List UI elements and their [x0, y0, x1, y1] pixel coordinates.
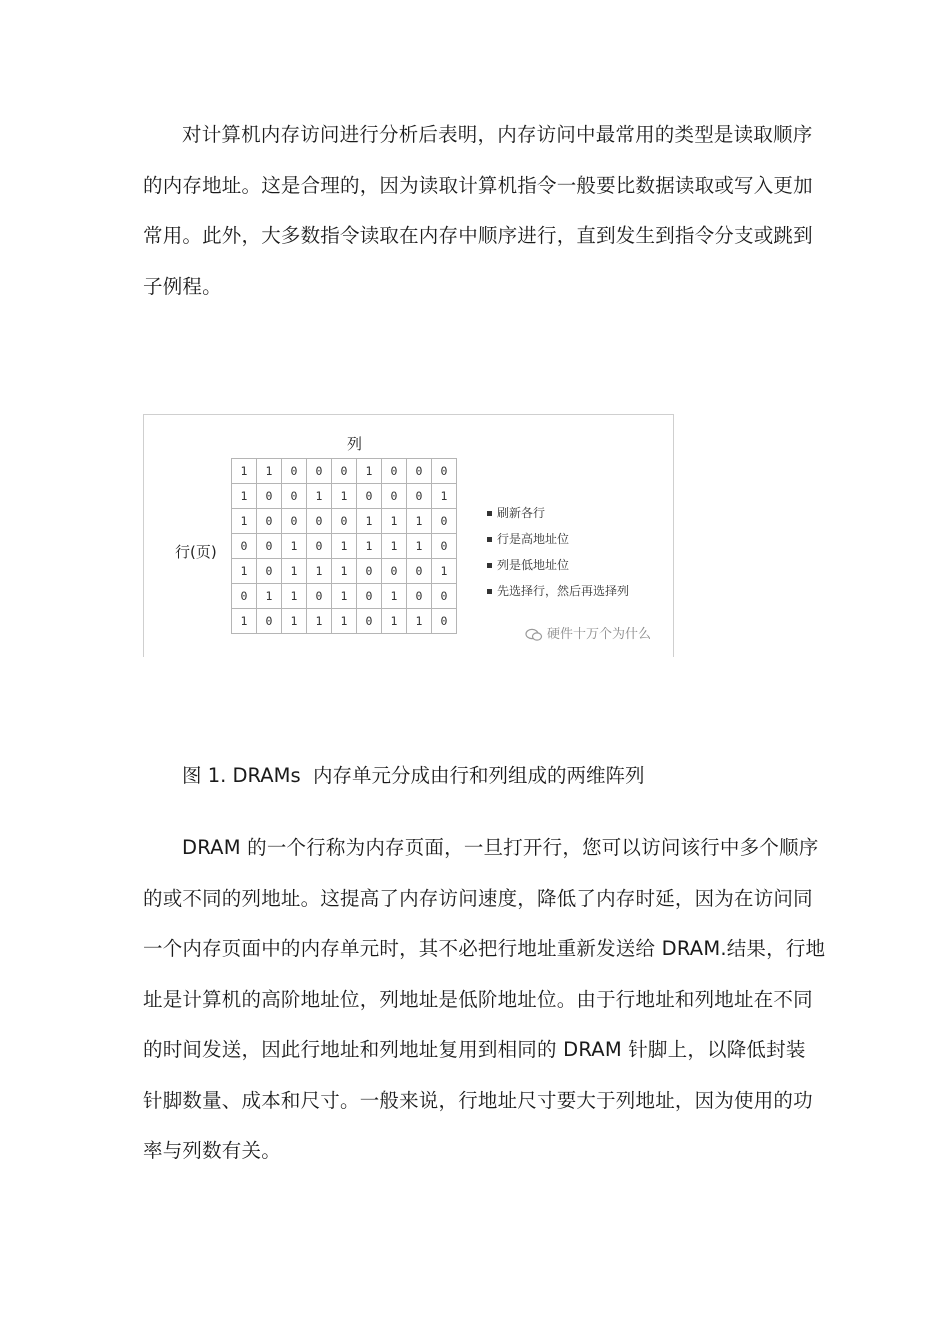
- grid-cell: 0: [432, 584, 457, 609]
- text-line: 一个内存页面中的内存单元时，其不必把行地址重新发送给 DRAM.结果，行地: [143, 937, 826, 960]
- grid-cell: 1: [382, 509, 407, 534]
- grid-row: [232, 559, 457, 584]
- grid-cell: 1: [232, 559, 257, 584]
- grid-cell: 1: [357, 534, 382, 559]
- grid-cell: 1: [332, 584, 357, 609]
- text-line: 的时间发送，因此行地址和列地址复用到相同的 DRAM 针脚上，以降低封装: [143, 1038, 806, 1061]
- bullet-icon: [487, 511, 492, 516]
- grid-cell: 1: [407, 509, 432, 534]
- grid-row: [232, 534, 457, 559]
- figure-note: [487, 526, 629, 552]
- figure-note-text: 刷新各行: [497, 506, 546, 520]
- grid-cell: 0: [432, 509, 457, 534]
- figure-note: [487, 578, 629, 604]
- grid-cell: 1: [357, 509, 382, 534]
- grid-cell: 0: [307, 584, 332, 609]
- text-line: 子例程。: [143, 274, 222, 298]
- grid-cell: 0: [357, 484, 382, 509]
- grid-cell: 1: [432, 559, 457, 584]
- grid-cell: 1: [282, 534, 307, 559]
- grid-cell: 0: [257, 534, 282, 559]
- grid-cell: 1: [332, 559, 357, 584]
- grid-cell: 0: [382, 559, 407, 584]
- grid-cell: 1: [232, 459, 257, 484]
- text-line: 的内存地址。这是合理的，因为读取计算机指令一般要比数据读取或写入更加: [143, 173, 813, 197]
- grid-cell: 0: [432, 459, 457, 484]
- grid-cell: 0: [357, 559, 382, 584]
- grid-cell: 0: [432, 609, 457, 634]
- watermark-text: 硬件十万个为什么: [547, 627, 652, 642]
- grid-cell: 1: [382, 609, 407, 634]
- grid-cell: 0: [407, 484, 432, 509]
- bullet-icon: [487, 537, 492, 542]
- grid-cell: 0: [432, 534, 457, 559]
- watermark: [525, 623, 651, 642]
- grid-cell: 1: [332, 484, 357, 509]
- bullet-icon: [487, 589, 492, 594]
- grid-row: [232, 484, 457, 509]
- text-line: 率与列数有关。: [143, 1139, 281, 1162]
- paragraph-memory-access: [143, 110, 813, 312]
- grid-cell: 0: [332, 459, 357, 484]
- grid-cell: 0: [407, 584, 432, 609]
- grid-cell: 0: [357, 584, 382, 609]
- grid-row: [232, 584, 457, 609]
- grid-cell: 0: [357, 609, 382, 634]
- grid-cell: 0: [382, 484, 407, 509]
- figure-notes-list: [487, 500, 629, 604]
- grid-cell: 1: [332, 534, 357, 559]
- grid-cell: 1: [282, 584, 307, 609]
- grid-cell: 0: [282, 484, 307, 509]
- grid-cell: 1: [307, 484, 332, 509]
- figure-note-text: 行是高地址位: [497, 532, 570, 546]
- grid-cell: 1: [257, 584, 282, 609]
- grid-cell: 0: [307, 459, 332, 484]
- grid-cell: 0: [282, 509, 307, 534]
- grid-cell: 1: [357, 459, 382, 484]
- grid-cell: 1: [257, 459, 282, 484]
- grid-cell: 1: [432, 484, 457, 509]
- text-line: 常用。此外，大多数指令读取在内存中顺序进行，直到发生到指令分支或跳到: [143, 224, 813, 247]
- dram-array-figure: [143, 414, 674, 657]
- grid-cell: 1: [232, 484, 257, 509]
- grid-cell: 0: [382, 459, 407, 484]
- grid-cell: 0: [232, 584, 257, 609]
- grid-row: [232, 459, 457, 484]
- figure-note-text: 列是低地址位: [497, 558, 570, 572]
- text-line: DRAM 的一个行称为内存页面，一旦打开行，您可以访问该行中多个顺序: [182, 836, 819, 859]
- grid-cell: 0: [257, 559, 282, 584]
- text-line: 对计算机内存访问进行分析后表明，内存访问中最常用的类型是读取顺序: [182, 123, 813, 146]
- grid-cell: 1: [307, 609, 332, 634]
- grid-cell: 1: [382, 584, 407, 609]
- grid-cell: 0: [257, 609, 282, 634]
- grid-cell: 1: [232, 509, 257, 534]
- grid-cell: 0: [407, 459, 432, 484]
- figure-note-text: 先选择行，然后再选择列: [497, 584, 630, 598]
- grid-cell: 0: [307, 534, 332, 559]
- grid-cell: 0: [282, 459, 307, 484]
- grid-cell: 0: [332, 509, 357, 534]
- text-line: 址是计算机的高阶地址位，列地址是低阶地址位。由于行地址和列地址在不同: [143, 987, 813, 1011]
- column-axis-label: 列: [347, 435, 363, 453]
- grid-cell: 0: [407, 559, 432, 584]
- bullet-icon: [487, 563, 492, 568]
- grid-cell: 0: [257, 484, 282, 509]
- wechat-icon: [525, 628, 543, 642]
- text-line: 针脚数量、成本和尺寸。一般来说，行地址尺寸要大于列地址，因为使用的功: [143, 1088, 813, 1112]
- grid-cell: 1: [282, 609, 307, 634]
- figure-caption: 图 1. DRAMs 内存单元分成由行和列组成的两维阵列: [182, 764, 645, 787]
- row-axis-label: 行(页): [175, 543, 217, 561]
- grid-cell: 1: [332, 609, 357, 634]
- grid-cell: 1: [282, 559, 307, 584]
- grid-cell: 0: [232, 534, 257, 559]
- figure-note: [487, 500, 629, 526]
- grid-row: [232, 509, 457, 534]
- grid-cell: 1: [407, 609, 432, 634]
- grid-cell: 0: [307, 509, 332, 534]
- grid-cell: 1: [407, 534, 432, 559]
- grid-cell: 0: [257, 509, 282, 534]
- bit-grid: [231, 458, 457, 634]
- grid-row: [232, 609, 457, 634]
- text-line: 的或不同的列地址。这提高了内存访问速度，降低了内存时延，因为在访问同: [143, 886, 813, 910]
- grid-cell: 1: [382, 534, 407, 559]
- grid-cell: 1: [232, 609, 257, 634]
- grid-cell: 1: [307, 559, 332, 584]
- paragraph-dram-page: [143, 823, 826, 1177]
- figure-note: [487, 552, 629, 578]
